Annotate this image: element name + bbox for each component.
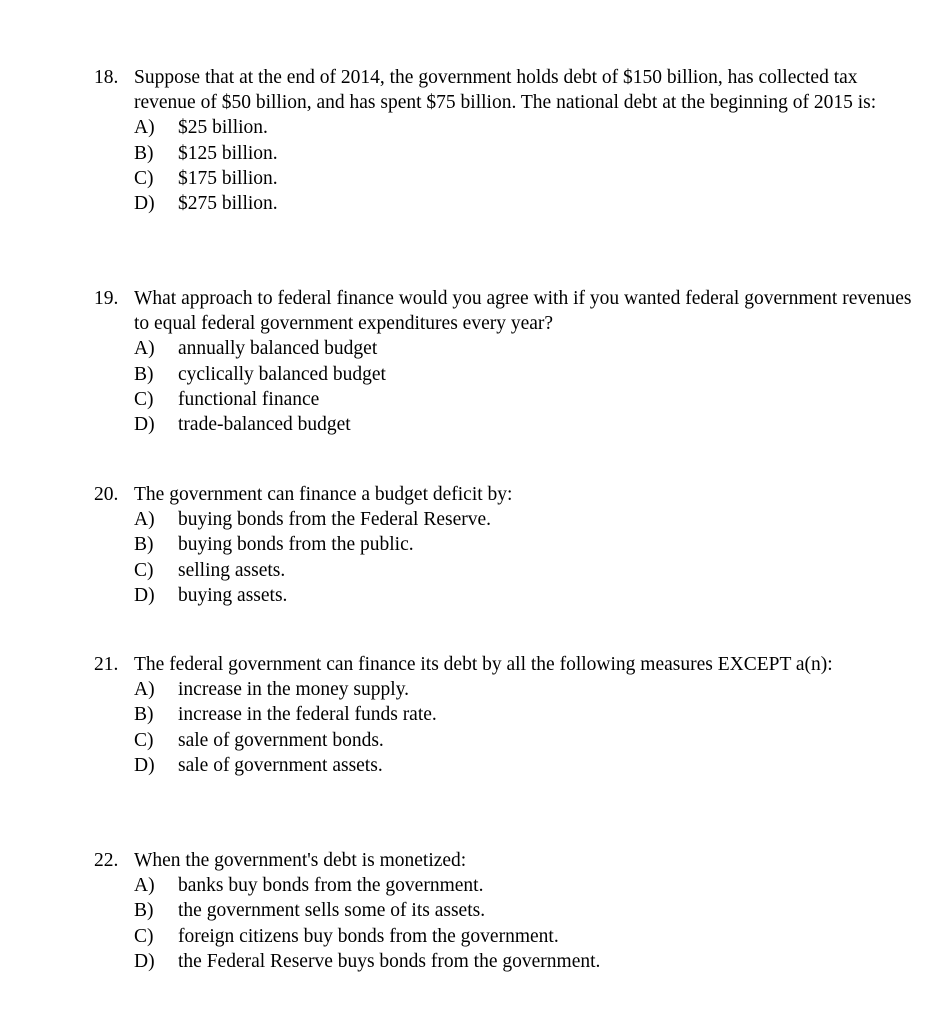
question-18 <box>94 65 914 216</box>
option-letter: B) <box>134 534 154 556</box>
option-text: sale of government bonds. <box>178 729 384 751</box>
option-text: $275 billion. <box>178 193 278 215</box>
option-d <box>134 412 914 437</box>
option-c <box>134 924 914 949</box>
option-letter: B) <box>134 142 154 164</box>
option-b <box>134 141 914 166</box>
answer-options <box>134 677 914 778</box>
option-b <box>134 532 914 557</box>
question-text: The government can finance a budget deficit by: <box>134 484 513 505</box>
option-a <box>134 507 914 532</box>
option-letter: D) <box>134 193 155 215</box>
option-text: foreign citizens buy bonds from the government. <box>178 925 559 947</box>
question-stem <box>94 652 914 677</box>
option-a <box>134 873 914 898</box>
option-letter: C) <box>134 729 154 751</box>
question-20 <box>94 482 914 608</box>
option-a <box>134 115 914 140</box>
option-letter: A) <box>134 509 155 531</box>
answer-options <box>134 115 914 216</box>
option-letter: A) <box>134 117 155 139</box>
option-text: banks buy bonds from the government. <box>178 875 484 897</box>
question-19 <box>94 286 914 437</box>
option-text: $125 billion. <box>178 142 278 164</box>
option-a <box>134 336 914 361</box>
option-letter: A) <box>134 875 155 897</box>
option-text: $175 billion. <box>178 167 278 189</box>
answer-options <box>134 336 914 437</box>
question-21 <box>94 652 914 778</box>
option-text: selling assets. <box>178 559 286 581</box>
option-letter: D) <box>134 950 155 972</box>
option-letter: C) <box>134 167 154 189</box>
option-text: increase in the money supply. <box>178 679 410 701</box>
question-number: 19. <box>94 288 119 309</box>
option-letter: D) <box>134 414 155 436</box>
option-text: cyclically balanced budget <box>178 363 386 385</box>
option-d <box>134 583 914 608</box>
question-stem <box>94 848 914 873</box>
option-text: trade-balanced budget <box>178 414 351 436</box>
option-letter: A) <box>134 679 155 701</box>
question-text: The federal government can finance its debt by all the following measures EXCEPT a(n): <box>134 654 833 675</box>
option-letter: C) <box>134 925 154 947</box>
option-c <box>134 166 914 191</box>
option-letter: D) <box>134 754 155 776</box>
option-letter: B) <box>134 363 154 385</box>
option-text: the Federal Reserve buys bonds from the government. <box>178 950 601 972</box>
option-letter: C) <box>134 388 154 410</box>
option-b <box>134 702 914 727</box>
option-text: sale of government assets. <box>178 754 383 776</box>
question-number: 21. <box>94 654 119 675</box>
option-a <box>134 677 914 702</box>
option-text: the government sells some of its assets. <box>178 900 486 922</box>
option-text: increase in the federal funds rate. <box>178 704 437 726</box>
option-d <box>134 949 914 974</box>
question-stem <box>94 286 914 336</box>
question-number: 22. <box>94 850 119 871</box>
question-22 <box>94 848 914 974</box>
option-letter: C) <box>134 559 154 581</box>
option-c <box>134 728 914 753</box>
option-text: functional finance <box>178 388 320 410</box>
option-c <box>134 387 914 412</box>
option-letter: D) <box>134 584 155 606</box>
option-b <box>134 898 914 923</box>
question-number: 18. <box>94 67 119 88</box>
question-text: What approach to federal finance would you agree with if you wanted federal government revenues to equal federal government expenditures every year? <box>134 288 912 335</box>
question-stem <box>94 482 914 507</box>
option-d <box>134 191 914 216</box>
question-number: 20. <box>94 484 119 505</box>
option-letter: B) <box>134 900 154 922</box>
option-d <box>134 753 914 778</box>
option-c <box>134 558 914 583</box>
option-text: annually balanced budget <box>178 338 378 360</box>
question-text: Suppose that at the end of 2014, the government holds debt of $150 billion, has collected tax revenue of $50 billion, and has spent $75 billion. The national debt at the beginning of 2015 is: <box>134 67 877 114</box>
option-letter: B) <box>134 704 154 726</box>
option-b <box>134 362 914 387</box>
question-stem <box>94 65 914 115</box>
option-text: buying bonds from the Federal Reserve. <box>178 509 492 531</box>
answer-options <box>134 873 914 974</box>
option-text: buying bonds from the public. <box>178 534 414 556</box>
option-letter: A) <box>134 338 155 360</box>
option-text: $25 billion. <box>178 117 268 139</box>
question-text: When the government's debt is monetized: <box>134 850 467 871</box>
answer-options <box>134 507 914 608</box>
option-text: buying assets. <box>178 584 288 606</box>
